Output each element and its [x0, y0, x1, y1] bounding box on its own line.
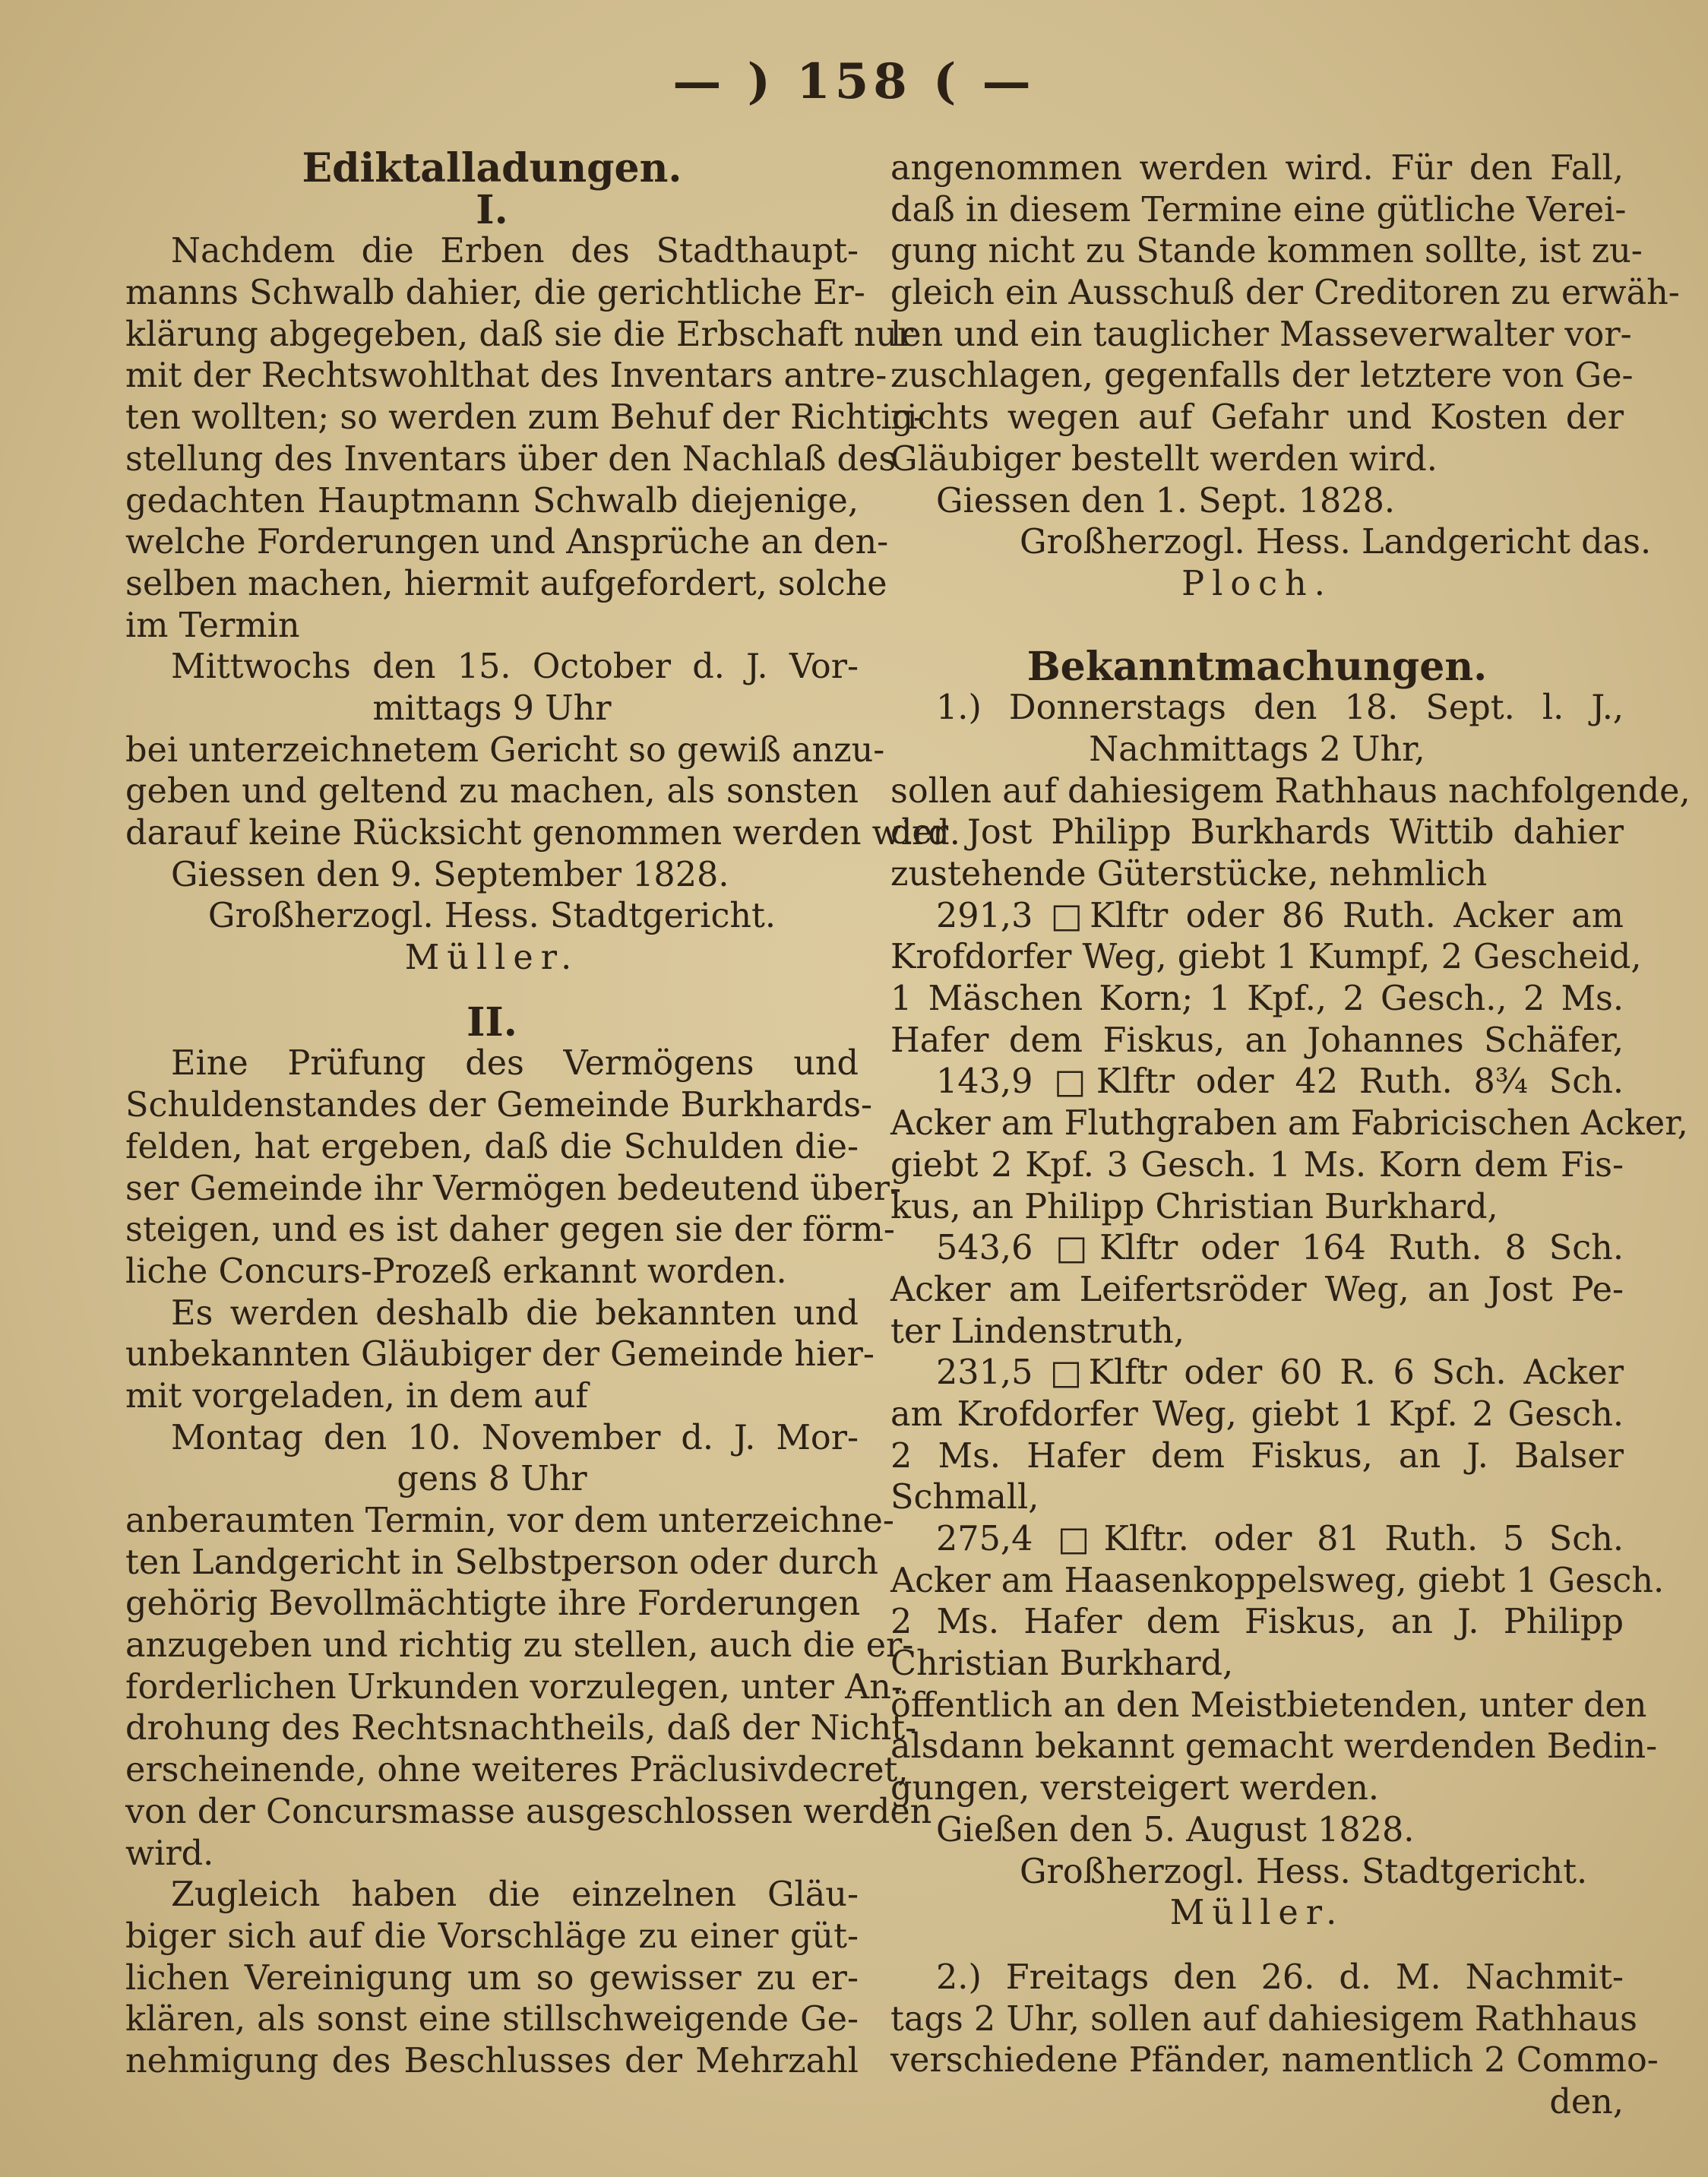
right-text-line: Schmall, — [890, 1478, 1039, 1517]
left-text-line: stellung des Inventars über den Nachlaß des — [125, 439, 897, 479]
right-text-line: 231,5 □Klftr oder 60 R. 6 Sch. Acker — [936, 1353, 1624, 1393]
left-text-line: klären, als sonst eine stillschweigende Ge- — [125, 2000, 859, 2039]
right-text-line: der Jost Philipp Burkhards Wittib dahier — [890, 813, 1624, 853]
right-text-line: Nachmittags 2 Uhr, — [1089, 729, 1425, 769]
left-text-line: Es werden deshalb die bekannten und — [171, 1293, 859, 1333]
left-text-line: felden, hat ergeben, daß die Schulden die- — [125, 1127, 859, 1166]
right-text-line: Hafer dem Fiskus, an Johannes Schäfer, — [890, 1020, 1624, 1060]
left-text-line: liche Concurs-Prozeß erkannt worden. — [125, 1251, 787, 1291]
right-text-line: Bekanntmachungen. — [1026, 643, 1488, 690]
left-text-line: nehmigung des Beschlusses der Mehrzahl — [125, 2041, 859, 2080]
right-text-line: zustehende Güterstücke, nehmlich — [890, 855, 1488, 894]
left-text-line: mit der Rechtswohlthat des Inventars antre- — [125, 356, 887, 396]
right-text-line: len und ein tauglicher Masseverwalter vor- — [890, 315, 1632, 354]
right-text-line: Acker am Haasenkoppelsweg, giebt 1 Gesch. — [890, 1561, 1665, 1600]
left-text-line: gens 8 Uhr — [397, 1460, 587, 1499]
left-text-line: klärung abgegeben, daß sie die Erbschaft nur — [125, 315, 914, 354]
left-text-line: Großherzogl. Hess. Stadtgericht. — [207, 897, 777, 936]
left-text-line: Mittwochs den 15. October d. J. Vor- — [171, 647, 859, 687]
left-text-line: Nachdem die Erben des Stadthaupt- — [171, 232, 859, 271]
left-text-line: Schuldenstandes der Gemeinde Burkhards- — [125, 1086, 873, 1125]
left-text-line: anzugeben und richtig zu stellen, auch die er- — [125, 1626, 914, 1666]
left-text-line: mit vorgeladen, in dem auf — [125, 1376, 588, 1416]
right-text-line: sollen auf dahiesigem Rathhaus nachfolgende, — [890, 771, 1691, 811]
right-text-line: den, — [1549, 2082, 1624, 2122]
left-text-line: unbekannten Gläubiger der Gemeinde hier- — [125, 1335, 875, 1375]
left-text-line: Zugleich haben die einzelnen Gläu- — [171, 1875, 859, 1915]
left-text-line: Giessen den 9. September 1828. — [171, 855, 729, 894]
right-text-line: 275,4 □Klftr. oder 81 Ruth. 5 Sch. — [936, 1520, 1624, 1558]
right-column — [890, 148, 1691, 2124]
right-text-line: kus, an Philipp Christian Burkhard, — [890, 1187, 1498, 1226]
left-text-line: geben und geltend zu machen, als sonsten — [125, 772, 859, 812]
right-text-line: Großherzogl. Hess. Stadtgericht. — [1020, 1852, 1588, 1891]
left-text-line: darauf keine Rücksicht genommen werden wird. — [125, 814, 960, 853]
right-text-line: Christian Burkhard, — [890, 1644, 1234, 1684]
right-text-line: 2.) Freitags den 26. d. M. Nachmit- — [936, 1957, 1624, 1997]
right-text-line: alsdann bekannt gemacht werdenden Bedin- — [890, 1727, 1658, 1767]
left-text-line: Montag den 10. November d. J. Mor- — [171, 1418, 859, 1457]
right-text-line: Großherzogl. Hess. Landgericht das. — [1020, 523, 1652, 562]
right-text-line: 2 Ms. Hafer dem Fiskus, an J. Philipp — [890, 1603, 1624, 1642]
right-text-line: gungen, versteigert werden. — [890, 1769, 1380, 1808]
left-text-line: Eine Prüfung des Vermögens und — [171, 1044, 859, 1084]
left-text-line: Ediktalladungen. — [302, 145, 682, 191]
left-text-line: steigen, und es ist daher gegen sie der förm- — [125, 1210, 895, 1250]
page-number: — ) 158 ( — — [672, 53, 1036, 110]
left-text-line: gehörig Bevollmächtigte ihre Forderungen — [125, 1584, 861, 1624]
right-text-line: 1.) Donnerstags den 18. Sept. l. J., — [936, 688, 1624, 728]
right-text-line: giebt 2 Kpf. 3 Gesch. 1 Ms. Korn dem Fis- — [890, 1145, 1624, 1185]
left-text-line: biger sich auf die Vorschläge zu einer güt- — [125, 1916, 859, 1956]
right-text-line: 543,6 □Klftr oder 164 Ruth. 8 Sch. — [936, 1229, 1624, 1268]
right-text-line: am Krofdorfer Weg, giebt 1 Kpf. 2 Gesch. — [890, 1394, 1624, 1434]
right-text-line: daß in diesem Termine eine gütliche Verei- — [890, 190, 1627, 229]
left-text-line: gedachten Hauptmann Schwalb diejenige, — [125, 481, 859, 521]
right-text-line: Giessen den 1. Sept. 1828. — [936, 481, 1396, 521]
left-text-line: wird. — [125, 1834, 214, 1873]
right-text-line: 143,9 □Klftr oder 42 Ruth. 8¾ Sch. — [936, 1062, 1624, 1102]
left-column — [125, 145, 960, 2083]
left-text-line: welche Forderungen und Ansprüche an den- — [125, 523, 889, 562]
right-text-line: verschiedene Pfänder, namentlich 2 Commo- — [890, 2041, 1659, 2080]
left-text-line: Müller. — [404, 938, 580, 978]
left-text-line: von der Concursmasse ausgeschlossen werden — [125, 1792, 932, 1831]
right-text-line: Gläubiger bestellt werden wird. — [890, 439, 1438, 479]
left-text-line: anberaumten Termin, vor dem unterzeichne- — [125, 1501, 894, 1540]
right-text-line: gung nicht zu Stande kommen sollte, ist zu- — [890, 232, 1643, 271]
left-text-line: II. — [467, 998, 517, 1046]
left-text-line: forderlichen Urkunden vorzulegen, unter An- — [125, 1667, 903, 1707]
left-text-line: bei unterzeichnetem Gericht so gewiß anzu- — [125, 730, 885, 770]
right-text-line: angenommen werden wird. Für den Fall, — [890, 149, 1624, 188]
left-text-line: mittags 9 Uhr — [372, 688, 612, 728]
right-text-line: 1 Mäschen Korn; 1 Kpf., 2 Gesch., 2 Ms. — [890, 979, 1624, 1019]
left-text-line: ten Landgericht in Selbstperson oder durch — [125, 1543, 879, 1582]
right-text-line: Krofdorfer Weg, giebt 1 Kumpf, 2 Gescheid, — [890, 938, 1642, 977]
right-text-line: Müller. — [1169, 1894, 1345, 1933]
right-text-line: ter Lindenstruth, — [890, 1312, 1185, 1351]
right-text-line: tags 2 Uhr, sollen auf dahiesigem Rathhaus — [890, 1999, 1637, 2039]
right-text-line: öffentlich an den Meistbietenden, unter den — [890, 1685, 1647, 1725]
right-text-line: Gießen den 5. August 1828. — [936, 1810, 1415, 1850]
right-text-line: Ploch. — [1181, 564, 1333, 603]
left-text-line: manns Schwalb dahier, die gerichtliche Er- — [125, 274, 865, 313]
left-text-line: im Termin — [125, 606, 300, 645]
left-text-line: erscheinende, ohne weiteres Präclusivdecret, — [125, 1751, 909, 1790]
left-text-line: drohung des Rechtsnachtheils, daß der Nicht- — [125, 1709, 917, 1748]
right-text-line: Acker am Leifertsröder Weg, an Jost Pe- — [890, 1270, 1624, 1309]
right-text-line: 2 Ms. Hafer dem Fiskus, an J. Balser — [890, 1436, 1624, 1476]
left-text-line: ten wollten; so werden zum Behuf der Richtig- — [125, 398, 925, 438]
left-text-line: ser Gemeinde ihr Vermögen bedeutend über- — [125, 1169, 902, 1208]
left-text-line: lichen Vereinigung um so gewisser zu er- — [125, 1958, 859, 1998]
right-text-line: gleich ein Ausschuß der Creditoren zu erwäh- — [890, 274, 1680, 313]
right-text-line: richts wegen auf Gefahr und Kosten der — [890, 398, 1624, 438]
left-text-line: selben machen, hiermit aufgefordert, solche — [125, 564, 887, 603]
right-text-line: Acker am Fluthgraben am Fabricischen Acker, — [890, 1104, 1688, 1144]
right-text-line: 291,3 □Klftr oder 86 Ruth. Acker am — [936, 896, 1624, 935]
right-text-line: zuschlagen, gegenfalls der letztere von Ge- — [890, 356, 1634, 396]
left-text-line: I. — [476, 186, 508, 233]
